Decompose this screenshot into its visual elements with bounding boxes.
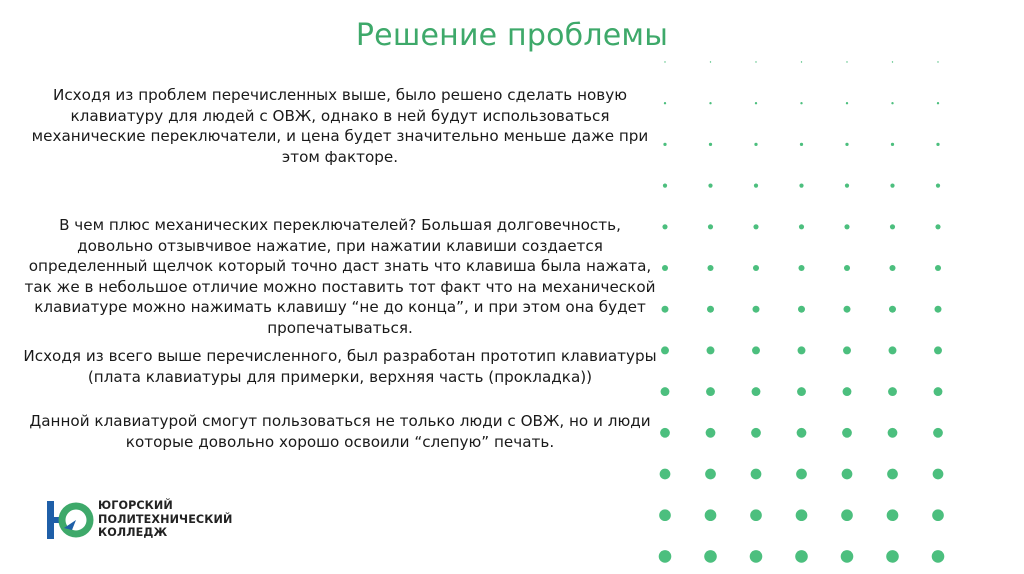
- decorative-dot: [798, 346, 806, 354]
- logo-line-1: ЮГОРСКИЙ: [98, 499, 173, 512]
- decorative-dot: [706, 428, 716, 438]
- decorative-dot: [710, 61, 711, 62]
- decorative-dot: [845, 143, 848, 146]
- slide-title: Решение проблемы: [355, 18, 669, 53]
- decorative-dot: [660, 428, 670, 438]
- decorative-dot: [661, 346, 669, 354]
- decorative-dot: [890, 224, 895, 229]
- decorative-dot: [935, 224, 940, 229]
- decorative-dot: [662, 265, 668, 271]
- decorative-dot: [708, 224, 713, 229]
- decorative-dot: [754, 143, 757, 146]
- decorative-dot: [889, 346, 897, 354]
- decorative-dot: [705, 509, 717, 521]
- decorative-dot: [707, 265, 713, 271]
- decorative-dot: [933, 469, 944, 480]
- decorative-dot: [750, 509, 762, 521]
- decorative-dot: [753, 306, 760, 313]
- decorative-dot: [934, 346, 942, 354]
- decorative-dot: [888, 428, 898, 438]
- decorative-dot: [755, 102, 757, 104]
- decorative-dot: [708, 184, 712, 188]
- decorative-dot: [664, 102, 666, 104]
- decorative-dot: [659, 509, 671, 521]
- decorative-dot: [887, 509, 899, 521]
- college-logo-text: [98, 499, 232, 540]
- paragraph-1: Исходя из проблем перечисленных выше, было решено сделать новую клавиатуру для людей с ОВЖ, однако в ней будут использоваться механические переключатели, и цена будет значительно меньше даже при этом факторе.: [31, 86, 649, 166]
- decorative-dot: [935, 306, 942, 313]
- decorative-dot: [662, 306, 669, 313]
- decorative-dot: [752, 387, 761, 396]
- decorative-dot: [936, 184, 940, 188]
- decorative-dot: [660, 469, 671, 480]
- decorative-dot: [933, 428, 943, 438]
- decorative-dot: [750, 550, 763, 563]
- decorative-dot: [844, 265, 850, 271]
- decorative-dot: [842, 428, 852, 438]
- decorative-dot: [842, 469, 853, 480]
- decorative-dot: [661, 387, 670, 396]
- logo-line-2: ПОЛИТЕХНИЧЕСКИЙ: [98, 512, 233, 526]
- decorative-dot: [662, 224, 667, 229]
- decorative-dot: [844, 306, 851, 313]
- decorative-dot: [755, 61, 756, 62]
- decorative-dot: [891, 143, 894, 146]
- decorative-dot: [841, 550, 854, 563]
- decorative-dot: [797, 387, 806, 396]
- decorative-dot: [800, 143, 803, 146]
- decorative-dot: [663, 184, 667, 188]
- decorative-dot: [663, 143, 666, 146]
- decorative-dot: [752, 346, 760, 354]
- decorative-dot: [845, 184, 849, 188]
- paragraph-2: В чем плюс механических переключателей? Большая долговечность, довольно отзывчивое нажатие, при нажатии клавиши создается определенный щелчок который точно даст знать что клавиша была нажата, так же в небольшое отличие можно поставить тот факт что на механической клавиатуре можно нажимать клавишу “не до конца”, и при этом она будет пропечатываться.: [24, 216, 656, 337]
- decorative-dot: [664, 61, 665, 62]
- decorative-dot: [936, 143, 939, 146]
- decorative-dot: [846, 61, 847, 62]
- decorative-dot: [846, 102, 848, 104]
- decorative-dot: [889, 306, 896, 313]
- decorative-dot: [892, 61, 893, 62]
- decorative-dot: [659, 550, 672, 563]
- decorative-dot: [932, 550, 945, 563]
- decorative-dot: [704, 550, 717, 563]
- decorative-dot: [888, 387, 897, 396]
- decorative-dot: [799, 184, 803, 188]
- decorative-dot: [891, 102, 893, 104]
- decorative-dot: [705, 469, 716, 480]
- decorative-dot: [709, 143, 712, 146]
- decorative-dot: [800, 102, 802, 104]
- decorative-dot: [796, 469, 807, 480]
- decorative-dot: [709, 102, 711, 104]
- decorative-dot: [796, 509, 808, 521]
- decorative-dot: [795, 550, 808, 563]
- paragraph-4: Данной клавиатурой смогут пользоваться не только люди с ОВЖ, но и люди которые довольно хорошо освоили “слепую” печать.: [29, 412, 651, 451]
- decorative-dot: [799, 224, 804, 229]
- decorative-dot: [934, 387, 943, 396]
- decorative-dot: [937, 102, 939, 104]
- decorative-dot: [887, 469, 898, 480]
- decorative-dot: [935, 265, 941, 271]
- decorative-dot: [937, 61, 938, 62]
- decorative-dot: [707, 346, 715, 354]
- decorative-dot: [798, 306, 805, 313]
- decorative-dot: [843, 387, 852, 396]
- decorative-dot: [753, 224, 758, 229]
- logo-line-3: КОЛЛЕДЖ: [98, 526, 168, 540]
- decorative-dot: [841, 509, 853, 521]
- paragraph-3: Исходя из всего выше перечисленного, был разработан прототип клавиатуры (плата клавиатуры для примерки, верхняя часть (прокладка)): [23, 347, 657, 386]
- college-logo-mark-icon: [46, 498, 96, 542]
- decorative-dot: [889, 265, 895, 271]
- decorative-dot: [801, 61, 802, 62]
- decorative-dot: [798, 265, 804, 271]
- decorative-dot: [844, 224, 849, 229]
- decorative-dot: [932, 509, 944, 521]
- decorative-dot: [890, 184, 894, 188]
- decorative-dot: [751, 469, 762, 480]
- decorative-dot: [751, 428, 761, 438]
- decorative-dot: [707, 306, 714, 313]
- decorative-dot: [797, 428, 807, 438]
- decorative-dot: [754, 184, 758, 188]
- decorative-dot: [843, 346, 851, 354]
- decorative-dot: [886, 550, 899, 563]
- decorative-dot: [706, 387, 715, 396]
- college-logo: [46, 498, 246, 542]
- decorative-dot: [753, 265, 759, 271]
